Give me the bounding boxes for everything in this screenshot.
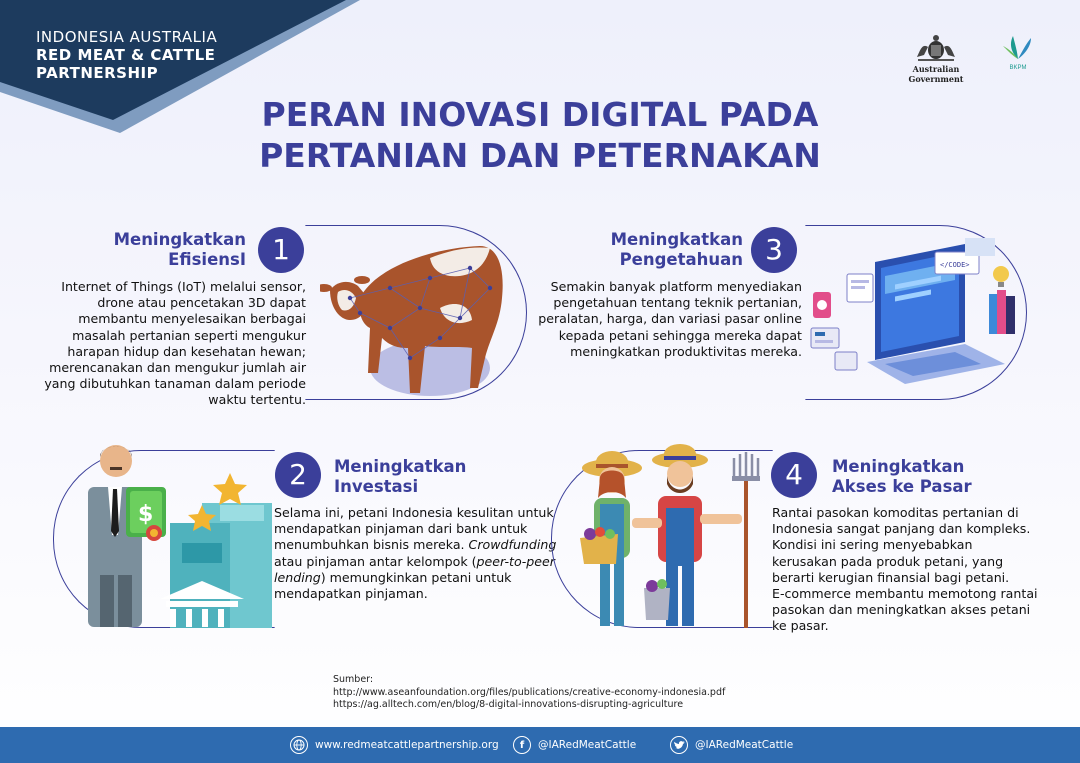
globe-icon [290,736,308,754]
card-4-body-line: berarti kerugian finansial bagi petani. [772,569,1010,585]
card-2-body-italic: peer-to-peer [476,553,555,569]
card-3-body [520,279,802,360]
card-1-body-line: Internet of Things (IoT) melalui sensor, [61,279,306,294]
card-4-body [772,505,1067,635]
website-link[interactable]: www.redmeatcattlepartnership.org [315,739,499,751]
card-3-body-line: kepada petani sehingga mereka dapat [558,327,802,343]
bkpm-leaf-icon [1001,34,1035,60]
card-4-body-line: Indonesia sangat panjang dan kompleks. [772,521,1031,537]
card-4-body-line: ke pasar. [772,618,829,634]
card-1-title-line-1: Meningkatkan [113,230,246,249]
source-citation [333,674,725,712]
footer-twitter[interactable] [670,736,793,754]
card-2-title-line-1: Meningkatkan [334,457,467,476]
page-title [0,94,1080,176]
card-2-body [274,505,564,602]
card-1-body-line: masalah pertanian seperti mengukur [72,327,306,343]
twitter-handle[interactable]: @IARedMeatCattle [695,739,794,751]
card-4-number-badge: 4 [771,452,817,498]
card-4-title [832,457,1032,497]
bkpm-logo [996,34,1040,71]
card-1-body-line: merencanakan dan mengukur jumlah air [49,360,306,376]
bkpm-label: BKPM [1009,65,1027,71]
brand-line-2: RED MEAT & CATTLE [36,46,216,64]
card-1-body-line: yang dibutuhkan tanaman dalam periode [44,376,306,392]
card-1-title-line-2: EfisiensI [168,250,246,269]
investment-illustration [82,435,277,630]
footer-facebook[interactable] [513,736,636,754]
card-4-body-line: pasokan dan meningkatkan akses petani [772,602,1031,618]
laptop-knowledge-illustration [805,232,1025,397]
facebook-icon: f [513,736,531,754]
australian-government-logo [892,33,980,84]
card-3-body-line: meningkatkan produktivitas mereka. [570,343,802,359]
farmers-illustration [570,438,770,630]
source-link-1[interactable]: http://www.aseanfoundation.org/files/publications/creative-economy-indonesia.pdf [333,686,726,698]
card-2-body-line: mendapatkan pinjaman dari bank untuk [274,521,528,537]
source-label: Sumber: [333,674,374,685]
card-2-body-line [274,570,564,586]
source-link-2[interactable]: https://ag.alltech.com/en/blog/8-digital-innovations-disrupting-agriculture [333,699,684,710]
facebook-handle[interactable]: @IARedMeatCattle [538,739,637,751]
card-1-body [30,279,306,409]
card-4-body-line: Kondisi ini sering menyebabkan [772,537,973,553]
footer-website[interactable] [290,736,499,754]
card-2-body-text: ) memungkinkan petani untuk [320,569,512,585]
card-3-body-line: Semakin banyak platform menyediakan [550,279,802,294]
card-3-title-line-2: Pengetahuan [619,250,743,269]
card-3-body-line: pengetahuan tentang teknik pertanian, [553,295,802,311]
card-2-title-line-2: Investasi [334,477,419,496]
card-1-body-line: membantu menyelesaikan berbagai [78,311,306,327]
card-3-body-line: peralatan, harga, dan variasi pasar online [538,311,802,327]
card-2-title [334,457,514,497]
partnership-logo [36,28,217,82]
cow-iot-illustration [320,228,520,400]
brand-line-3: PARTNERSHIP [36,64,159,82]
title-line-2: PERTANIAN DAN PETERNAKAN [259,136,821,175]
card-2-body-italic: Crowdfunding [468,537,557,553]
card-4-body-line: E-commerce membantu memotong rantai [772,586,1038,602]
card-2-body-line: Selama ini, petani Indonesia kesulitan untuk [274,505,554,520]
card-4-title-line-1: Meningkatkan [832,457,965,476]
card-3-number-badge: 3 [751,227,797,273]
card-1-body-line: harapan hidup dan kesehatan hewan; [67,343,306,359]
coat-of-arms-icon [914,33,958,63]
card-2-body-text: menumbuhkan bisnis mereka. [274,537,469,553]
twitter-icon [670,736,688,754]
card-4-body-line: kerusakan pada produk petani, yang [772,553,1004,569]
card-2-body-italic: lending [274,569,321,585]
code-label: </CODE> [940,261,970,269]
card-1-number-badge: 1 [258,227,304,273]
footer-bar [0,727,1080,763]
card-1-body-line: waktu tertentu. [208,392,306,408]
card-2-body-line: mendapatkan pinjaman. [274,586,428,602]
card-3-title [590,230,743,270]
card-4-title-line-2: Akses ke Pasar [832,477,972,496]
card-1-body-line: drone atau pencetakan 3D dapat [97,295,306,311]
card-2-body-line [274,537,564,553]
card-2-number-badge: 2 [275,452,321,498]
card-2-body-text: atau pinjaman antar kelompok ( [274,553,477,569]
brand-line-1: INDONESIA AUSTRALIA [36,28,218,46]
card-1-title [90,230,246,270]
svg-text:$: $ [138,502,154,527]
card-4-body-line: Rantai pasokan komoditas pertanian di [772,505,1019,520]
title-line-1: PERAN INOVASI DIGITAL PADA [261,95,819,134]
card-3-title-line-1: Meningkatkan [610,230,743,249]
card-2-body-line [274,554,564,570]
gov-label: Australian Government [908,64,964,84]
